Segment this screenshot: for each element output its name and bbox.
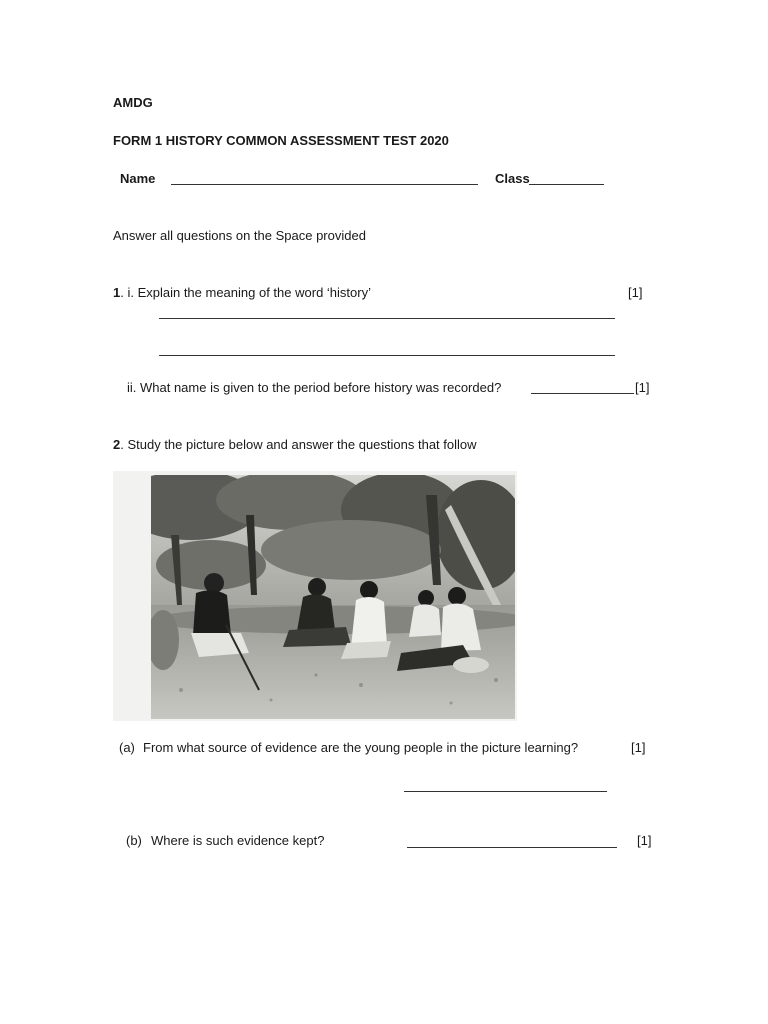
motto: AMDG [113, 95, 153, 110]
question-1-ii-marks: [1] [635, 380, 650, 395]
question-2-number: 2 [113, 437, 121, 452]
question-1-i-text: . i. Explain the meaning of the word ‘history’ [120, 285, 371, 300]
class-answer-line[interactable] [529, 184, 604, 185]
question-2a-answer-line[interactable] [404, 791, 607, 792]
question-2a-marks: [1] [631, 740, 646, 755]
question-2b-marks: [1] [637, 833, 652, 848]
question-2-prompt-text: . Study the picture below and answer the questions that follow [120, 437, 477, 452]
question-1-ii-answer-line[interactable] [531, 393, 634, 394]
class-label: Class [495, 171, 530, 186]
instruction-text: Answer all questions on the Space provided [113, 228, 366, 243]
question-1-i-answer-line-2[interactable] [159, 355, 615, 356]
name-answer-line[interactable] [171, 184, 478, 185]
question-2b-text: Where is such evidence kept? [151, 833, 325, 848]
question-2a-letter: (a) [119, 740, 135, 755]
question-1-number: 1 [113, 285, 121, 300]
question-1-ii-text: ii. What name is given to the period before history was recorded? [127, 380, 502, 395]
question-2-photo [113, 471, 517, 721]
question-2a-text: From what source of evidence are the young people in the picture learning? [143, 740, 579, 755]
photograph-icon [151, 475, 515, 719]
test-title: FORM 1 HISTORY COMMON ASSESSMENT TEST 2020 [113, 133, 449, 148]
question-2b-letter: (b) [126, 833, 142, 848]
question-2b-answer-line[interactable] [407, 847, 617, 848]
question-2-prompt [113, 437, 477, 453]
question-1-i-answer-line-1[interactable] [159, 318, 615, 319]
question-1-i [113, 285, 371, 301]
question-1-i-marks: [1] [628, 285, 643, 300]
name-label: Name [120, 171, 156, 186]
